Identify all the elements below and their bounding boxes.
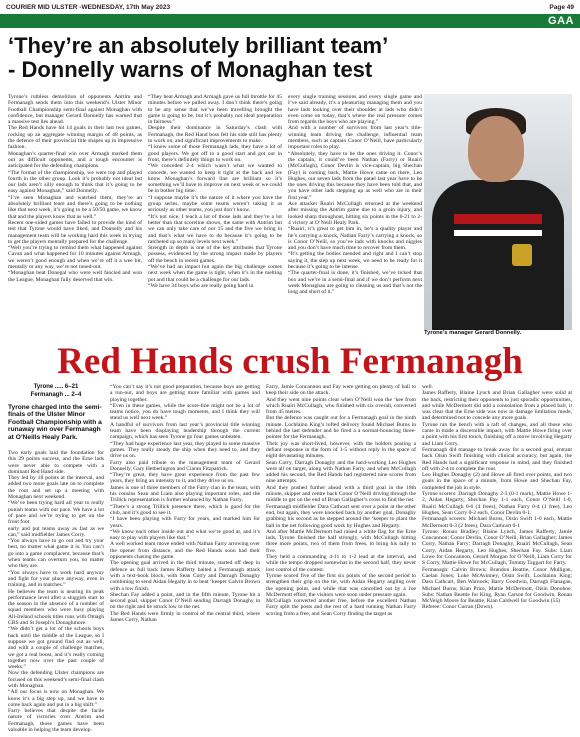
publication-dateline: COURIER MID ULSTER -WEDNESDAY, 17th May 2023 (6, 3, 171, 11)
paragraph: “We’ve been trying hard all year to really punish teams with our pace. We have a lot of pace and we’re trying to get on the front foot (8, 500, 104, 526)
paragraph: “It’s not nice, I teach a lot of those lads and they’re a lot better than that scoreline shows, the same with Antrim but we can only take care of our 15 and the five we bring in and that’s what we have to do because it’s going to be ratcheted up so many levels next week.” (148, 213, 282, 245)
paragraph: early and put teams away as fast as we can,” said midfielder James Corry. (8, 525, 104, 538)
page-header (0, 0, 580, 14)
paragraph: Fermanagh: Calvin Brown; Brandon Beattie, Conor Mulligan, Caelan Jones; Luke McAvinney, Oisin Swift, Lochlainn King; Dara Cathcart, Ben Warnock; Barry Goodwin, Darragh Flanagan, Michael Burns; Kian Price, Mattie McDermott, Oisin Donohoe. Subs: Nathan Beattie for King, Ryan Carson for Goodwin, Ronan McVeigh Moore for Beattie, Kian Caldwell for Goodwin (55) (422, 566, 572, 605)
story1-headline (8, 34, 572, 82)
paragraph: “I know some of those Fermanagh lads, they have a lot of good players. We got off to a good start and got our in front, there’s definitely things to work on. (148, 144, 282, 163)
paragraph: “I suppose maybe it’s the nature of it where you have the group series, maybe some teams weren’t taking it as seriously as other teams, you just don’t know. (148, 194, 282, 214)
story1-column-2 (148, 94, 282, 334)
paragraph: Tyrone scored five of the first six points of the second period to strengthen their grip on the tie, with Aidan Hegarty angling over the opening point, and while that was cancelled out by a Joe McDermott effort, the visitors were soon under pressure again. (266, 572, 416, 598)
paragraph: “There’s a strong Trillick presence there, which is good for the club, and it’s good to see it. (110, 503, 260, 516)
paragraph: Ace attacker Ruairi McCullagh returned at the weekend after missing the Antrim game due to a groin injury, and looked sharp throughout, hitting six points in the 6-21 to 2-4 victory at O’Neill Healy Park. (288, 201, 422, 226)
story1-column-3 (288, 94, 422, 334)
paragraph: Farry believes that despite the facile nature of victories over Antrim and Fermanagh, those games have been valuable in helping the team develop. (8, 708, 104, 732)
paragraph: They led by 18 points at the interval, and added two more goals late on to complete the rout and set up a meeting with Monaghan next weekend. (8, 475, 104, 501)
paragraph: Sean Corry, Darragh Donaghy and the hard-working Leo Hughes were all on target, along with Nathan Farry, and when McCullagh added his second, the Red Hands had registered nine scores from nine attempts. (266, 459, 416, 485)
paragraph: And with a number of survivors from last year’s title-winning team driving the challenge, influential team members, such as captain Conor O’Neill, have particularly important roles to play. (288, 125, 422, 151)
story2-column-4 (422, 384, 572, 732)
photo-jacket-stripe-white (454, 230, 542, 236)
paragraph: “The format of the championship, we were top and played fourth in the other group. Look it’s probably not ideal but our lads aren’t silly enough to think that it’s going to be easy against Monaghan,” said Donnelly. (8, 169, 142, 195)
paragraph: And they went nine points clear when O’Neill won the ‘kee from which Ruairi McCullagh, who finished with six overall, converted from 45 metres. (266, 396, 416, 416)
paragraph: McCullagh converted another free, before the excellent Nathan Farry split the posts and the rest of a hard running Nathan Farry scoring from a free, and Sean Corry finding the target as (266, 598, 416, 617)
paragraph: “It’s getting the bodies mended and right and I can’t stop saying it, the step up next week, we need to be ready for it because it’s going to be intense. (288, 251, 422, 271)
paragraph: Tyrone: Ronan Bradley; Blaine Lynch, James Rafferty, Jamie Concannon; Conor Devlin, Conor O’Neill, Brian Gallagher; James Corry, Nathan Farry; Darragh Donaghy, Ruairi McCullagh, Sean Corry, Aidan Hegarty, Leo Hughes, Shechan Fay. Subs: Liam Lowe for Concannon, Gerard Morgan for O’Neill, Liam Corry for S Corry, Mattie Howe for McCullagh, Tommy Taggart for Farry. (422, 528, 572, 567)
paragraph: Referee: Conor Curran (Down). (422, 604, 494, 611)
section-label: GAA (548, 15, 574, 27)
paragraph: Fermanagh midfielder Dara Cathcart sent over a point at the other end, but again, they were knocked back by another goal, Donaghy grabbing his second as he stepped around the ‘keeper to plant the ball in the net following good work by Hughes and Hegarty. (266, 503, 416, 529)
paragraph: “They’re great, they have great experience from the past few years, they bring an intensity to it, and they drive us on. (110, 472, 260, 485)
paragraph: The Red Hands have hit 14 goals in their last two games, rocking up an aggregate winning margin of 48 points, as the defence of their provincial title shapes up in impressive fashion. (8, 125, 142, 151)
photo-crest (512, 244, 532, 266)
paragraph: Tyrone scorers: Darragh Donaghy 2-3 (0-1 mark), Mattie Howe 1-2, Aidan Hegarty, Shechan Fay 1-1 each, Conor O’Neill 1-0, Ruairi McCullagh 0-6 (4 frees), Nathan Farry 0-4 (1 free), Leo Hughes, Sean Corry 0-2 each, Conor Devlin 0-1. (422, 491, 572, 516)
story2-column-3 (266, 384, 416, 732)
paragraph: The Red Hands were firmly in control of the central third, where James Corry, Nathan (110, 610, 260, 623)
section-banner (0, 14, 580, 28)
photo-head (468, 116, 524, 182)
paragraph: “We know each other inside out and what we’re good at, and it’s easy to play with players like that.” (110, 528, 260, 542)
paragraph: Recent one-sided games have failed to provide the kind of test that Tyrone would have liked, and Donnelly and his management team will be working hard this week in trying to get the players mentally prepared for the challenge. (8, 219, 142, 245)
paragraph: He believes the team is nearing its peak performance level after a sluggish start to the season in the absence of a number of squad members who were busy playing All-Ireland schools titles runs with Omagh CBS and St Joseph’s Donaghmore. (8, 588, 104, 627)
paragraph: “They had huge experience last year, they played in some massive games. They really steady the ship when they need to, and they drive us on. (110, 440, 260, 460)
score-line-fermanagh: Fermanagh ... 2–4 (30, 391, 82, 398)
paragraph: Now the defending Ulster champions are focused on this weekend’s semi-final clash with Monaghan. (8, 670, 104, 689)
paragraph: “They beat Armagh and Armagh gave us full throttle for 45 minutes before we pulled away. I don’t think there’s going to be any sense that we’ve been travelling brought the game is going to be, but it’s probably not ideal preparation in fairness.” (148, 94, 282, 126)
paragraph: The opening goal arrived in the third minute, started off deep in defence as full back James Rafferty baited a Fermanagh attack with a text-book block, with Sean Corry and Darragh Donaghy combining to send Aidan Hegarty in to beat ‘keeper Calvin Brown with a low finish. (110, 560, 260, 592)
paragraph: “We’ve had an impact but again the big challenge comes next week when the game is tight, when it’s in the melting pot and that could be a challenge for our lads. (148, 264, 282, 283)
page-number: Page 49 (549, 3, 574, 11)
paragraph: “You always have to go out and try your best, no matter what game it is. You can’t go into a game complacent, because that’s when teams can overturn you, no matter who they are. (8, 538, 104, 570)
paragraph: James is one of three members of the Farry clan in the team, with his cousins Sean and Liam also playing important roles, and the Trillick representation is further enhanced by Nathan Farry. (110, 484, 260, 504)
paragraph: Shechan Fay added a point, and in the fifth minute, Tyrone hit a second goal, skipper Conor O’Neill sending Darragh Donaghy in on the right and he struck low to the net. (110, 591, 260, 611)
paragraph: every single training sessions and every single game and I’ve said already, it’s a pleasuring managing them and you have lads looking over their shoulder at lads who didn’t even come on today, that’s where the real pressure comes from regards the boys who are playing.” (288, 94, 422, 126)
paragraph: “Ruairi, it’s great to get him in, he’s a quality player and he’s carrying a knock, Nathan Farry’s carrying a knock, so is Conor O’Neill, so you’ve lads with knocks and niggles and you don’t have much time to recover from them. (288, 226, 422, 252)
photo-jacket (432, 180, 564, 330)
paragraph: Farry also paid tribute to the management team of Gerard Donnelly, Gary Hetherington and Ciaran Fitzpatrick. (110, 459, 260, 472)
paragraph: James Rafferty, Blaine Lynch and Brian Gallagher were solid at the back, restricting their opponents to just sporadic opportunities, and while McDermott did add a consolation from a placed ball, it was clear that the Erne side was now in damage limitation mode, and determined not to concede any more goals. (422, 390, 572, 422)
paragraph: “We have 34 boys who are really going hard in (148, 282, 254, 289)
paragraph: well. (422, 384, 434, 390)
paragraph: A well worked team move ended with Nathan Farry arrowing over the opener from distance, and the Red Hands soon had their opponents chasing the game. (110, 541, 260, 561)
paragraph: And after Mattie McDermott had raised a white flag for the Erne lads, Tyrone finished the half strongly, with McCullagh hitting three more points, two of them from frees, to bring his tally to five. (266, 528, 416, 554)
paragraph: Fermanagh scorers: Michael Burns, Oisin Swift 1-0 each, Mattie McDermott 0-3 (2 frees), Dara Cathcart 0-1 (422, 516, 572, 529)
paragraph: “You always have to work hard anyway and fight for your place anyway, even in training, and in matches.” (8, 569, 104, 589)
photo-jacket-stripe (454, 214, 542, 224)
paragraph: Their joy was short-lived, however, with the holders posting a defiant response in the form of 1-5 without reply in the space of eight devastating minutes. (266, 440, 416, 460)
paragraph: Despite their dominance in Saturday’s clash with Fermanagh, the Red Hand boss felt his side still has plenty to work on, and significant improvements to make. (148, 125, 282, 145)
paragraph: Two early goals laid the foundation for this 29 points success, and the Erne lads were never able to compete with a dominant Red Hand side. (8, 450, 104, 475)
story2-body (8, 384, 572, 732)
paragraph: Monaghan’s quarter-final win over Armagh marked them out as difficult opponents, and a tough encounter is anticipated for the defending champions. (8, 150, 142, 170)
story2-column-2 (110, 384, 260, 732)
paragraph: “I have been playing with Farry for years, and marked him for years. (110, 516, 260, 529)
paragraph: “Even in these games, while the score-line might not be a lot of teams notice, you do have tough moments, and I think they will stand us well next week.” (110, 402, 260, 422)
story2-column-1 (8, 450, 104, 732)
paragraph: “Well you’re trying to remind them what happened against Cavan and what happened for 10 minutes against Armagh, we weren’t good enough and when we’re off it a wee bit, mentally or any way, we’re not tuned-out. (8, 245, 142, 271)
manager-photo (424, 94, 572, 330)
paragraph: “Monaghan beat Donegal who were well fancied and won the League, Monaghan fully deserved that win. (8, 270, 142, 283)
paragraph: Tyrone ran the bench with a raft of changes, and all those who came in made a discernible impact, with Mattie Howe firing over a point with his first touch, finishing off a move involving Hegarty and Liam Corry. (422, 421, 572, 447)
score-line-tyrone: Tyrone ..... 6–21 (33, 384, 79, 390)
paragraph: Strength in depth is one of the key attributes that Tyrone possess, evidenced by the strong impact made by players off the bench in recent games. (148, 245, 282, 264)
photo-caption: Tyrone’s manager Gerard Donnelly. (424, 330, 522, 336)
paragraph: “You can’t say it’s not good preparation, because boys are getting a run-out, and boys are getting more familiar with games and playing together. (110, 384, 260, 403)
paragraph: “The quarter-final is done, it’s finished, we’ve ticked that box and we’re in a semi-final and if we don’t perform next week Monaghan are going to cleaning us and that’s not the long and short of it.” (288, 270, 422, 296)
paragraph: “We didn’t get a lot of the schools boys back until the middle of the League, so I suppose we got ground find out as well, and with a couple of challenge matches, we got a real boost, and it’s really coming together now over the past couple of weeks.” (8, 626, 104, 671)
paragraph: Tyrone’s ruthless demolition of opponents Antrim and Fermanagh sends them into this weekend’s Ulster Minor Football Championship semi-final against Monaghan with confidence, but manager Gerard Donnelly has warned that a massive test lies ahead. (8, 94, 142, 126)
paragraph: Leo Hughes Donaghy (2) and Howe all fired over points, and two goals in the space of a minute, from Howe and Shechan Fay, completed the job in style. (422, 472, 572, 491)
story2-headline: Red Hands crush Fermanagh (57, 341, 523, 382)
story1-headline-line2: - Donnelly warns of Monaghan test (8, 57, 373, 82)
story2-standfirst: Tyrone charged into the semi-finals of the Ulster Minor Football Championship with a runaway win over Fermanagh at O’Neills Healy Park. (8, 404, 102, 441)
paragraph: And they pushed further ahead with a third goal in the 18th minute, skipper and centre back Conor O’Neill driving through the middle to get on the end of Brian Gallagher’s cross to find the net. (266, 484, 416, 504)
story1-column-1 (8, 94, 142, 334)
score-box (8, 384, 104, 399)
paragraph: They held a commanding 4-11 to 1-2 lead at the interval, and while the tempo dropped somewhat in the second half, they never lost control of the contest. (266, 554, 416, 573)
paragraph: “Absolutely, they have to be the ones driving it. Conor’s the captain, it could’ve been Nathan (Farry) or Ruairi (McCullagh), Conor Devlin is vice-captain, big Shechan (Fay) is coming back, Mattie Howe came on there, Leo Hughes, our seven lads from the panel last year have to be the ones driving this because they have been told that, and you have other lads stepping up as well who are in their first year.” (288, 150, 422, 201)
paragraph: But the defence was caught out for a Fermanagh goal in the ninth minute. Lochlainn King’s lofted delivery found Michael Burns in behind the last defender and he fired a a normal-bouncing three-pointer for the Fermanagh. (266, 415, 416, 441)
paragraph: “We conceded 2-4 which wasn’t what we wanted to concede, we wanted to keep it tight at the back and we know Monaghan’s forward line are brilliant so it’s something we’ll have to improve on next week or we could be in bother big time. (148, 163, 282, 195)
paragraph: Fermanagh did manage to break away for a second goal, entrant back Oisin Swift finishing with clinical accuracy, but again, the Red Hands had a significant response in mind, and they finished off with 2-4 to complete the rout. (422, 446, 572, 472)
paragraph: “I’ve seen Monaghan and watched them, they’re an absolutely brilliant team and there’s going to be nothing like that next week, it’s going to be a 50/50 game, we know that and the players know that as well.” (8, 194, 142, 220)
paragraph: “All our focus is now on Monaghan. We know it’s a big step up, and we have to come back again and put in a big shift.” (8, 689, 104, 708)
paragraph: A handful of survivors from last year’s provincial title winning team have been displaying leadership through the current campaign, which has seen Tyrone go four games unbeaten. (110, 421, 260, 441)
story1-headline-line1: ‘They’re an absolutely brilliant team’ (8, 33, 389, 58)
paragraph: Farry, Jamie Concannon and Fay were getting on plenty of ball to keep their side on the attack. (266, 384, 416, 397)
